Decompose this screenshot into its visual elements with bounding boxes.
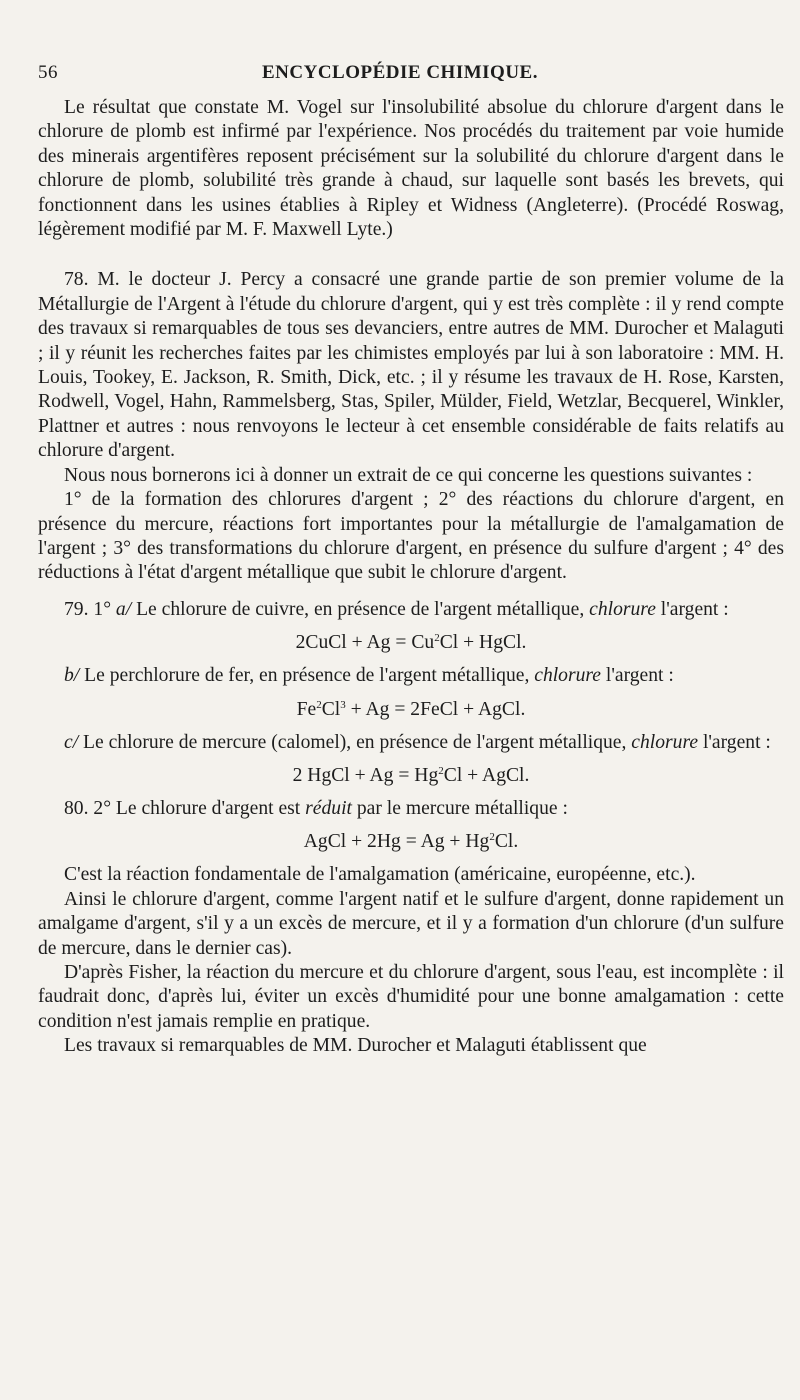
item-marker: b/ xyxy=(64,665,80,687)
emphasis: chlorure xyxy=(534,665,602,687)
paragraph: 78. M. le docteur J. Percy a consacré une grande partie de son premier volume de la Métallurgie de l'Argent à l'étude du chlorure d'argent, qui y est très complète : il y rend compte des travaux si remarquables de tous ses devanciers, entre autres de MM. Durocher et Malaguti ; il y réunit les recherches faites par les chimistes employés par lui à son laboratoire : MM. H. Louis, Tookey, E. Jackson, R. Smith, Dick, etc. ; il y résume les travaux de H. Rose, Karsten, Rodwell, Vogel, Hahn, Rammelsberg, Stas, Spiler, Mülder, Field, Wetzlar, Becquerel, Winkler, Plattner et autres : nous renvoyons le lecteur à cet ensemble considérable de faits relatifs au chlorure d'argent. xyxy=(38,269,784,462)
equation-part: 2 HgCl + Ag = Hg xyxy=(292,764,439,786)
equation-part: + Ag = 2FeCl + AgCl. xyxy=(345,698,526,720)
subscript-figure: 2 xyxy=(316,698,322,711)
text-run: l'argent : xyxy=(655,598,729,620)
paragraph: Nous nous bornerons ici à donner un extrait de ce qui concerne les questions suivantes : xyxy=(64,464,753,486)
equation-part: Cl + AgCl. xyxy=(443,764,530,786)
text-run: Le chlorure de mercure (calomel), en présence de l'argent métallique, xyxy=(78,731,632,753)
text-run: 79. 1° xyxy=(64,598,116,620)
equation-part: Cl + HgCl. xyxy=(439,632,527,654)
paragraph: Ainsi le chlorure d'argent, comme l'argent natif et le sulfure d'argent, donne rapidement un amalgame d'argent, s'il y a un excès de mercure, et il y a formation d'un chlorure (d'un sulfure de mercure, dans le dernier cas). xyxy=(38,888,784,959)
paragraph xyxy=(38,797,784,821)
equation xyxy=(38,695,784,725)
equation xyxy=(38,761,784,791)
paragraph xyxy=(38,731,784,755)
paragraph: C'est la réaction fondamentale de l'amalgamation (américaine, européenne, etc.). xyxy=(64,864,696,886)
text-run: Le perchlorure de fer, en présence de l'argent métallique, xyxy=(79,665,535,687)
item-marker: c/ xyxy=(64,731,79,753)
running-title: ENCYCLOPÉDIE CHIMIQUE. xyxy=(262,62,538,83)
paragraph: D'après Fisher, la réaction du mercure et du chlorure d'argent, sous l'eau, est incomplète : il faudrait donc, d'après lui, éviter un excès d'humidité pour une bonne amalgamation : cette condition n'est jamais remplie en pratique. xyxy=(38,961,784,1032)
paragraph xyxy=(38,664,784,688)
text-run: Le chlorure de cuivre, en présence de l'argent métallique, xyxy=(131,598,590,620)
page-number: 56 xyxy=(38,62,58,83)
page-header xyxy=(38,62,762,88)
emphasis: chlorure xyxy=(631,731,699,753)
text-run: par le mercure métallique : xyxy=(351,797,568,819)
subscript-figure: 2 xyxy=(434,632,440,645)
subscript-figure: 3 xyxy=(340,698,346,711)
emphasis: réduit xyxy=(305,797,352,819)
equation-part: Fe xyxy=(296,698,317,720)
text-run: 80. 2° Le chlorure d'argent est xyxy=(64,797,306,819)
emphasis: chlorure xyxy=(589,598,656,620)
equation-part: AgCl + 2Hg = Ag + Hg xyxy=(303,831,490,853)
equation-part: Cl xyxy=(321,698,341,720)
text-run: l'argent : xyxy=(698,731,771,753)
equation xyxy=(38,827,784,857)
paragraph: Le résultat que constate M. Vogel sur l'insolubilité absolue du chlorure d'argent dans le chlorure de plomb est infirmé par l'expérience. Nos procédés du traitement par voie humide des minerais argentifères reposent précisément sur la solubilité du chlorure d'argent dans le chlorure de plomb, solubilité très grande à chaud, sur laquelle sont basés les brevets, qui fonctionnent dans les usines établies à Ripley et Widness (Angleterre). (Procédé Roswag, légèrement modifié par M. F. Maxwell Lyte.) xyxy=(38,97,784,241)
body-text xyxy=(38,96,784,1059)
equation-part: Cl. xyxy=(494,831,519,853)
subscript-figure: 2 xyxy=(438,764,444,777)
text-run: l'argent : xyxy=(601,665,674,687)
paragraph: Les travaux si remarquables de MM. Durocher et Malaguti établissent que xyxy=(64,1035,647,1057)
paragraph xyxy=(38,598,784,622)
equation-part: 2CuCl + Ag = Cu xyxy=(295,632,435,654)
equation xyxy=(38,628,784,658)
subscript-figure: 2 xyxy=(489,831,495,844)
paragraph: 1° de la formation des chlorures d'argent ; 2° des réactions du chlorure d'argent, en présence du mercure, réactions fort importantes pour la métallurgie de l'amalgamation de l'argent ; 3° des transformations du chlorure d'argent, en présence du sulfure d'argent ; 4° des réductions à l'état d'argent métallique que subit le chlorure d'argent. xyxy=(38,489,784,584)
item-marker: a/ xyxy=(115,598,132,620)
